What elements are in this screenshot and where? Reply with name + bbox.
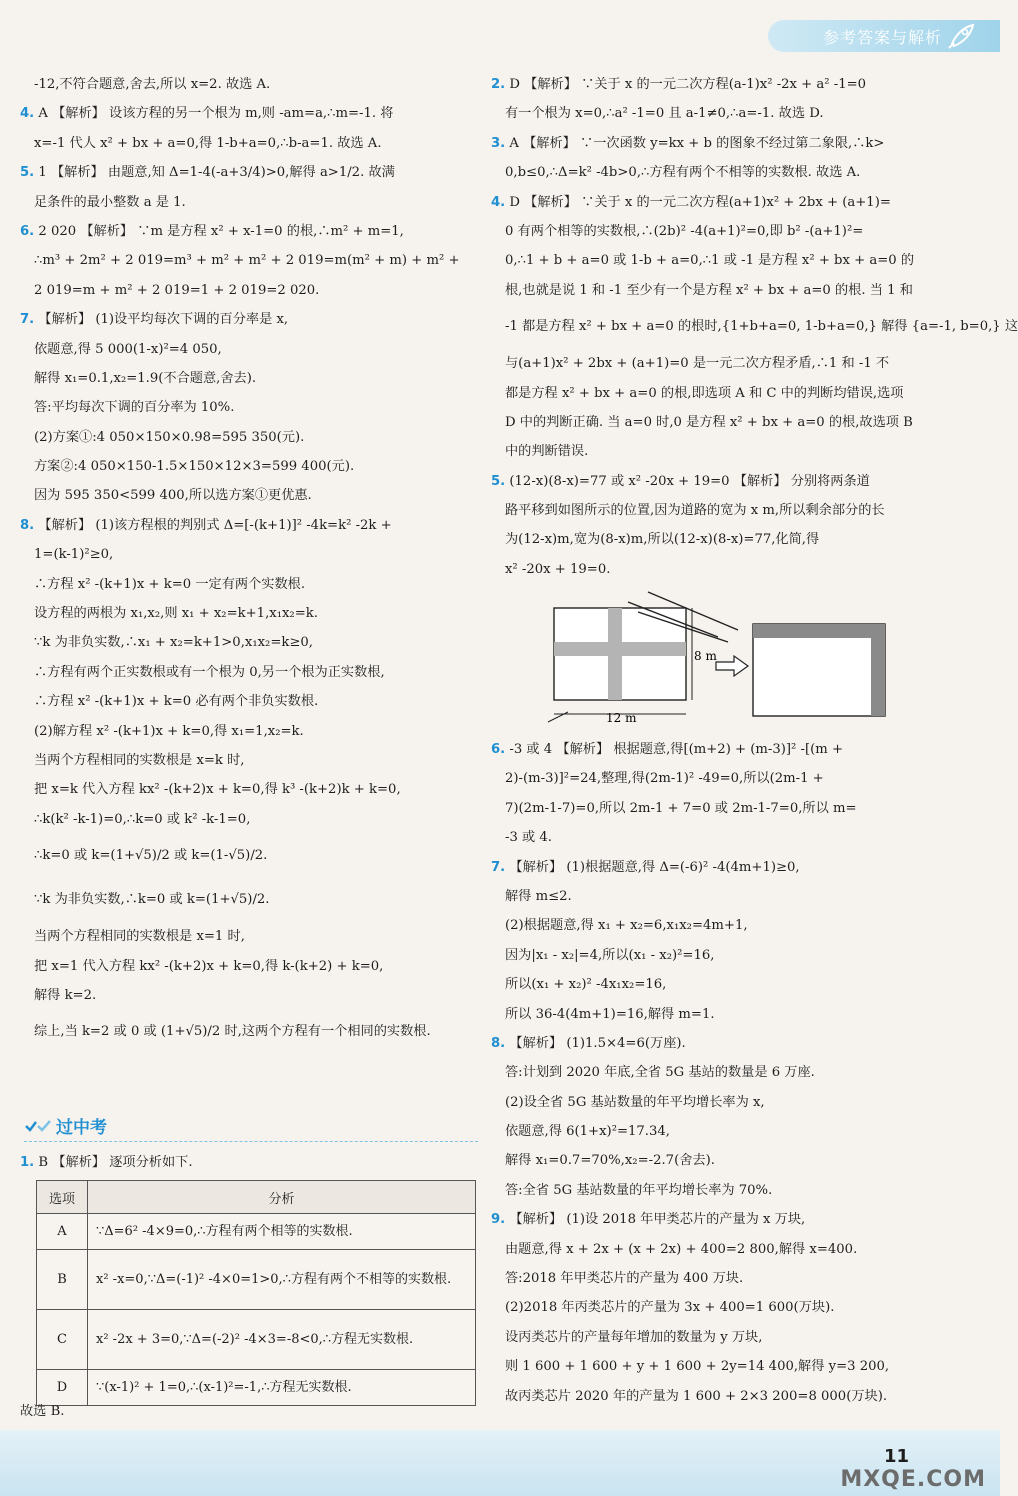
header-title: 参考答案与解析: [822, 28, 942, 47]
question-number: 2.: [491, 77, 506, 92]
page-number: 11: [884, 1446, 910, 1467]
answer-line: [20, 775, 482, 804]
line-text: ∴方程有两个正实数根或有一个根为 0,另一个根为正实数根,: [34, 664, 385, 680]
answer-line: [20, 217, 482, 246]
answer-line: [491, 853, 957, 882]
answer-line: [20, 364, 482, 393]
answer-line: [491, 525, 957, 554]
line-text: 与(a+1)x² + 2bx + (a+1)=0 是一元二次方程矛盾,∴1 和 -1 不: [505, 356, 890, 372]
answer-line: [491, 911, 957, 940]
line-text: 所以(x₁ + x₂)² -4x₁x₂=16,: [505, 977, 667, 993]
answer-line: [491, 349, 957, 378]
line-text: 当两个方程相同的实数根是 x=k 时,: [34, 752, 245, 768]
section-header: [24, 1113, 478, 1142]
header-option: 选项: [37, 1181, 88, 1214]
line-text: ∴k(k² -k-1)=0,∴k=0 或 k² -k-1=0,: [34, 811, 251, 827]
answer-line: [20, 158, 482, 187]
answer-line: [20, 746, 482, 775]
answer-line: [20, 481, 482, 510]
answer-line: [20, 834, 482, 878]
answer-line: [491, 188, 957, 217]
conclusion-text: 故选 B.: [20, 1404, 65, 1419]
answer-line: [491, 305, 1018, 349]
line-text: 答:2018 年甲类芯片的产量为 400 万块.: [505, 1271, 744, 1287]
line-text: 设丙类芯片的产量每年增加的数量为 y 万块,: [505, 1329, 763, 1345]
line-text: 则 1 600 + 1 600 + y + 1 600 + 2y=14 400,解得 y=3 200,: [505, 1359, 890, 1375]
question-number: 8.: [491, 1035, 506, 1051]
answer-line: [491, 1264, 957, 1293]
line-text: 7)(2m-1-7)=0,所以 2m-1 + 7=0 或 2m-1-7=0,所以 m=: [505, 800, 857, 816]
line-text: (2)方案①:4 050×150×0.98=595 350(元).: [34, 429, 305, 445]
question-number: 4.: [20, 106, 35, 122]
line-text: 因为 595 350<599 400,所以选方案①更优惠.: [34, 488, 312, 504]
answer-line: [20, 628, 482, 657]
line-text: (2)根据题意,得 x₁ + x₂=6,x₁x₂=4m+1,: [505, 918, 748, 934]
line-text: 解得 x₁=0.1,x₂=1.9(不合题意,舍去).: [34, 370, 257, 386]
answer-line: [491, 794, 957, 823]
line-text: 2 019=m + m² + 2 019=1 + 2 019=2 020.: [34, 282, 320, 298]
rocket-icon: [946, 22, 976, 50]
analysis-table: [36, 1180, 476, 1406]
option-key: B: [37, 1250, 88, 1310]
answer-line: [20, 878, 482, 922]
line-text: -3 或 4 【解析】 根据题意,得[(m+2) + (m-3)]² -[(m +: [509, 742, 844, 757]
line-text: 路平移到如图所示的位置,因为道路的宽为 x m,所以剩余部分的长: [505, 503, 885, 519]
question-number: 9.: [491, 1212, 506, 1228]
line-text: 解得 k=2.: [34, 987, 97, 1003]
line-text: x=-1 代人 x² + bx + a=0,得 1-b+a=0,∴b-a=1. 故选 A.: [34, 135, 382, 151]
answer-line: [20, 99, 482, 128]
answer-line: [491, 1352, 957, 1381]
question-number: 8.: [20, 517, 35, 533]
section-title: 过中考: [56, 1118, 107, 1138]
option-analysis: ∵Δ=6² -4×9=0,∴方程有两个相等的实数根.: [88, 1214, 476, 1250]
line-text: 1 【解析】 由题意,知 Δ=1-4(-a+3/4)>0,解得 a>1/2. 故满: [38, 165, 395, 181]
line-text: 2 020 【解析】 ∵m 是方程 x² + x-1=0 的根,∴m² + m=1,: [38, 223, 404, 239]
answer-line: [20, 423, 482, 452]
answer-line: [20, 687, 482, 716]
line-text: D 中的判断正确. 当 a=0 时,0 是方程 x² + bx + a=0 的根,故选项 B: [505, 414, 913, 430]
line-text: 【解析】 (1)1.5×4=6(万座).: [509, 1035, 686, 1051]
question-number: 4.: [491, 194, 506, 210]
answer-line: [20, 393, 482, 422]
line-text: 答:平均每次下调的百分率为 10%.: [34, 400, 235, 416]
answer-line: [491, 941, 957, 970]
line-text: (12-x)(8-x)=77 或 x² -20x + 19=0 【解析】 分别将两条道: [509, 473, 870, 489]
table-row: [37, 1250, 476, 1310]
line-text: 为(12-x)m,宽为(8-x)m,所以(12-x)(8-x)=77,化简,得: [505, 532, 820, 548]
line-text: 2)-(m-3)]²=24,整理,得(2m-1)² -49=0,所以(2m-1 +: [505, 771, 824, 787]
line-text: -3 或 4.: [505, 830, 552, 846]
answer-line: [491, 99, 957, 128]
answer-line: [491, 129, 957, 158]
line-text: 0,b≤0,∴Δ=k² -4b>0,∴方程有两个不相等的实数根. 故选 A.: [505, 165, 861, 181]
answer-line: [491, 379, 957, 408]
answer-line: [491, 276, 957, 305]
line-text: ∵k 为非负实数,∴x₁ + x₂=k+1>0,x₁x₂=k≥0,: [34, 635, 314, 651]
answer-line: [491, 1029, 957, 1058]
answer-line: [491, 1058, 957, 1087]
answer-line: [20, 276, 482, 305]
line-text: 0,∴1 + b + a=0 或 1-b + a=0,∴1 或 -1 是方程 x² + bx + a=0 的: [505, 253, 915, 269]
answer-line: [491, 467, 957, 496]
width-label: 12 m: [606, 711, 637, 725]
answer-line: [20, 717, 482, 746]
line-text: 因为|x₁ - x₂|=4,所以(x₁ - x₂)²=16,: [505, 947, 715, 963]
line-text: 【解析】 (1)设 2018 年甲类芯片的产量为 x 万块,: [509, 1212, 806, 1228]
option-analysis: ∵(x-1)² + 1=0,∴(x-1)²=-1,∴方程无实数根.: [88, 1370, 476, 1406]
question-number: 6.: [20, 223, 35, 239]
road-figure: [498, 582, 898, 727]
answer-line: [491, 1382, 957, 1411]
right-column-top: [491, 70, 1018, 584]
answer-line: [20, 952, 482, 981]
line-text: 由题意,得 x + 2x + (x + 2x) + 400=2 800,解得 x=400.: [505, 1241, 858, 1257]
answer-line: [491, 1176, 957, 1205]
option-analysis: x² -2x + 3=0,∵Δ=(-2)² -4×3=-8<0,∴方程无实数根.: [88, 1310, 476, 1370]
line-text: 根,也就是说 1 和 -1 至少有一个是方程 x² + bx + a=0 的根. 当 1 和: [505, 282, 913, 298]
line-text: (2)解方程 x² -(k+1)x + k=0,得 x₁=1,x₂=k.: [34, 723, 304, 739]
line-text: ∴方程 x² -(k+1)x + k=0 必有两个非负实数根.: [34, 694, 319, 710]
answer-line: [491, 555, 957, 584]
answer-line: [20, 335, 482, 364]
line-text: 解得 m≤2.: [505, 888, 572, 904]
right-column-bottom: [491, 735, 957, 1411]
line-text: 故丙类芯片 2020 年的产量为 1 600 + 2×3 200=8 000(万块).: [505, 1388, 888, 1404]
line-text: ∴k=0 或 k=(1+√5)/2 或 k=(1-√5)/2.: [34, 848, 268, 864]
answer-line: [491, 735, 957, 764]
answer-line: [491, 217, 957, 246]
line-text: (2)2018 年丙类芯片的产量为 3x + 400=1 600(万块).: [505, 1300, 835, 1316]
question-number: 5.: [491, 473, 506, 489]
table-header-row: [37, 1181, 476, 1214]
option-analysis: x² -x=0,∵Δ=(-1)² -4×0=1>0,∴方程有两个不相等的实数根.: [88, 1250, 476, 1310]
table-row: [37, 1370, 476, 1406]
answer-line: [20, 511, 482, 540]
answer-line: [491, 437, 957, 466]
line-text: 0 有两个相等的实数根,∴(2b)² -4(a+1)²=0,即 b² -(a+1)²=: [505, 223, 864, 239]
line-text: D 【解析】 ∵关于 x 的一元二次方程(a+1)x² + 2bx + (a+1)=: [509, 194, 891, 210]
line-text: 答:全省 5G 基站数量的年平均增长率为 70%.: [505, 1182, 773, 1198]
line-text: 【解析】 (1)设平均每次下调的百分率是 x,: [38, 312, 289, 328]
line-text: A 【解析】 ∵一次函数 y=kx + b 的图象不经过第二象限,∴k>: [509, 135, 885, 151]
answer-line: [20, 922, 482, 951]
answer-line: [491, 1235, 957, 1264]
line-text: 综上,当 k=2 或 0 或 (1+√5)/2 时,这两个方程有一个相同的实数根.: [34, 1024, 431, 1040]
answer-line: [491, 408, 957, 437]
answer-line: [491, 1146, 957, 1175]
answer-line: [491, 1323, 957, 1352]
line-text: 足条件的最小整数 a 是 1.: [34, 194, 186, 210]
line-text: (2)设全省 5G 基站数量的年平均增长率为 x,: [505, 1094, 765, 1110]
line-text: 中的判断错误.: [505, 444, 589, 460]
line-text: ∴方程 x² -(k+1)x + k=0 一定有两个实数根.: [34, 576, 306, 592]
option-key: D: [37, 1370, 88, 1406]
line-text: 把 x=k 代入方程 kx² -(k+2)x + k=0,得 k³ -(k+2)k + k=0,: [34, 782, 401, 798]
answer-line: [491, 882, 957, 911]
question-number: 3.: [491, 135, 506, 151]
answer-line: [491, 823, 957, 852]
line-text: 答:计划到 2020 年底,全省 5G 基站的数量是 6 万座.: [505, 1065, 815, 1081]
line-text: ∵k 为非负实数,∴k=0 或 k=(1+√5)/2.: [34, 892, 270, 908]
line-text: 方案②:4 050×150-1.5×150×12×3=599 400(元).: [34, 459, 355, 475]
line-text: D 【解析】 ∵关于 x 的一元二次方程(a-1)x² -2x + a² -1=0: [509, 77, 867, 92]
watermark-text: MXQE.COM: [840, 1467, 986, 1492]
answer-line: [491, 1205, 957, 1234]
height-label: 8 m: [694, 649, 717, 663]
answer-line: [491, 764, 957, 793]
line-text: A 【解析】 设该方程的另一个根为 m,则 -am=a,∴m=-1. 将: [38, 106, 394, 122]
answer-line: [491, 970, 957, 999]
answer-line: [20, 805, 482, 834]
left-column: [20, 70, 482, 1054]
line-text: 【解析】 (1)该方程根的判别式 Δ=[-(k+1)]² -4k=k² -2k +: [38, 517, 392, 533]
answer-line: [20, 599, 482, 628]
answer-line: [491, 1088, 957, 1117]
question-text: B 【解析】 逐项分析如下.: [38, 1155, 193, 1170]
line-text: 1=(k-1)²≥0,: [34, 547, 114, 563]
answer-line: [491, 1117, 957, 1146]
option-key: C: [37, 1310, 88, 1370]
answer-line: [491, 496, 957, 525]
answer-line: [491, 158, 957, 187]
line-text: 都是方程 x² + bx + a=0 的根,即选项 A 和 C 中的判断均错误,选项: [505, 385, 904, 401]
line-text: 把 x=1 代入方程 kx² -(k+2)x + k=0,得 k-(k+2) + k=0,: [34, 958, 384, 974]
answer-line: [491, 1293, 957, 1322]
answer-line: [20, 452, 482, 481]
answer-line: [20, 570, 482, 599]
answer-line: [20, 1010, 482, 1054]
answer-line: [491, 70, 957, 99]
line-text: -12,不符合题意,舍去,所以 x=2. 故选 A.: [34, 77, 271, 92]
line-text: 所以 36-4(4m+1)=16,解得 m=1.: [505, 1006, 715, 1022]
answer-line: [20, 188, 482, 217]
answer-line: [20, 70, 482, 99]
answer-line: [20, 246, 482, 275]
line-text: 依题意,得 5 000(1-x)²=4 050,: [34, 341, 222, 357]
answer-line: [20, 981, 482, 1010]
line-text: -1 都是方程 x² + bx + a=0 的根时,{1+b+a=0, 1-b+a=0,} 解得 {a=-1, b=0,} 这: [505, 319, 1018, 335]
table-row: [37, 1310, 476, 1370]
option-key: A: [37, 1214, 88, 1250]
question-number: 5.: [20, 165, 35, 181]
answer-line: [20, 540, 482, 569]
answer-line: [20, 658, 482, 687]
question-1: [20, 1148, 193, 1177]
header-analysis: 分析: [88, 1181, 476, 1214]
line-text: x² -20x + 19=0.: [505, 561, 611, 577]
answer-line: [20, 305, 482, 334]
answer-line: [20, 129, 482, 158]
question-number: 1.: [20, 1155, 35, 1170]
checkmark-arrow-icon: [24, 1119, 52, 1133]
line-text: 【解析】 (1)根据题意,得 Δ=(-6)² -4(4m+1)≥0,: [509, 859, 800, 875]
line-text: 解得 x₁=0.7=70%,x₂=-2.7(舍去).: [505, 1153, 715, 1169]
line-text: 依题意,得 6(1+x)²=17.34,: [505, 1124, 670, 1140]
line-text: 当两个方程相同的实数根是 x=1 时,: [34, 929, 245, 945]
line-text: ∴m³ + 2m² + 2 019=m³ + m² + m² + 2 019=m(m² + m) + m² +: [34, 253, 460, 269]
question-number: 6.: [491, 742, 506, 757]
answer-line: [491, 246, 957, 275]
question-number: 7.: [20, 312, 35, 328]
line-text: 设方程的两根为 x₁,x₂,则 x₁ + x₂=k+1,x₁x₂=k.: [34, 606, 318, 622]
table-row: [37, 1214, 476, 1250]
answer-line: [491, 1000, 957, 1029]
line-text: 有一个根为 x=0,∴a² -1=0 且 a-1≠0,∴a=-1. 故选 D.: [505, 106, 824, 122]
question-number: 7.: [491, 859, 506, 875]
